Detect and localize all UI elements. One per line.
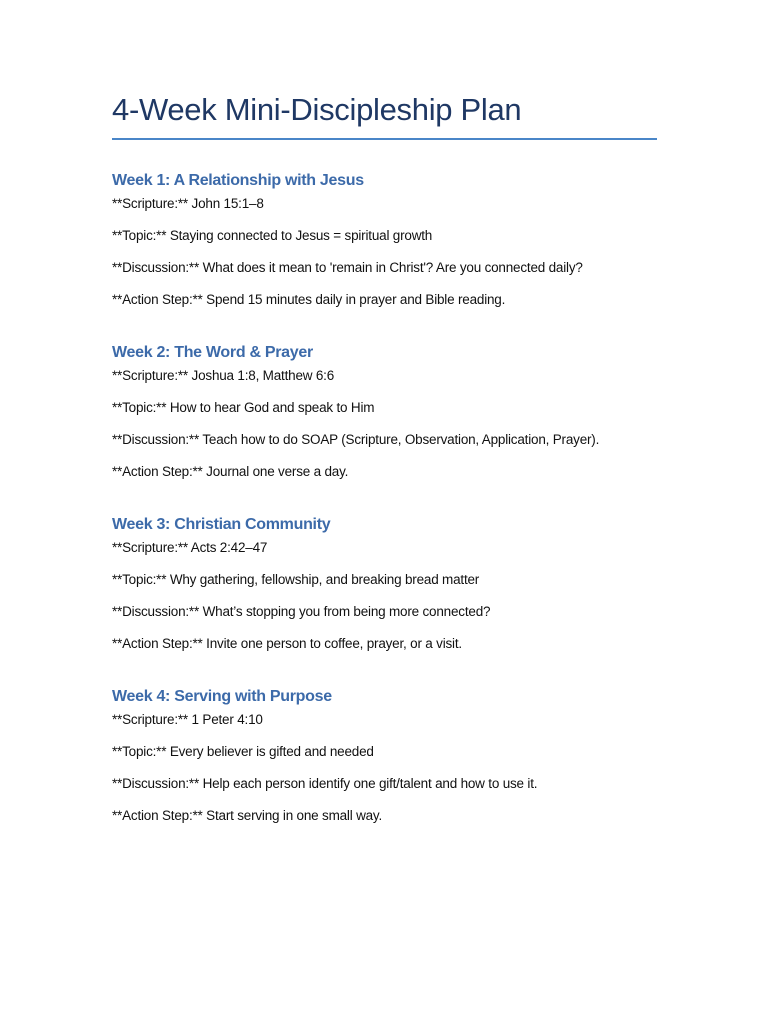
week-1-heading: Week 1: A Relationship with Jesus <box>112 172 364 189</box>
week-2-discussion: **Discussion:** Teach how to do SOAP (Scripture, Observation, Application, Prayer). <box>112 432 600 447</box>
week-4-section <box>112 687 672 825</box>
week-1-action-step: **Action Step:** Spend 15 minutes daily in prayer and Bible reading. <box>112 292 506 307</box>
week-3-section <box>112 515 672 653</box>
week-2-heading: Week 2: The Word & Prayer <box>112 344 313 361</box>
week-3-discussion: **Discussion:** What’s stopping you from being more connected? <box>112 604 491 619</box>
week-3-scripture: **Scripture:** Acts 2:42–47 <box>112 540 268 555</box>
week-1-topic: **Topic:** Staying connected to Jesus = spiritual growth <box>112 228 433 243</box>
week-4-scripture: **Scripture:** 1 Peter 4:10 <box>112 712 263 727</box>
week-3-action-step: **Action Step:** Invite one person to coffee, prayer, or a visit. <box>112 636 462 651</box>
week-4-action-step: **Action Step:** Start serving in one small way. <box>112 808 383 823</box>
week-3-topic: **Topic:** Why gathering, fellowship, and breaking bread matter <box>112 572 480 587</box>
week-1-scripture: **Scripture:** John 15:1–8 <box>112 196 264 211</box>
page-title: 4-Week Mini-Discipleship Plan <box>112 92 522 127</box>
week-2-topic: **Topic:** How to hear God and speak to Him <box>112 400 375 415</box>
week-2-scripture: **Scripture:** Joshua 1:8, Matthew 6:6 <box>112 368 335 383</box>
week-4-heading: Week 4: Serving with Purpose <box>112 688 332 705</box>
week-3-heading: Week 3: Christian Community <box>112 516 331 533</box>
week-4-discussion: **Discussion:** Help each person identify one gift/talent and how to use it. <box>112 776 538 791</box>
week-1-section <box>112 171 672 309</box>
week-4-topic: **Topic:** Every believer is gifted and needed <box>112 744 374 759</box>
title-underline-divider <box>112 138 657 140</box>
week-2-section <box>112 343 672 481</box>
week-2-action-step: **Action Step:** Journal one verse a day. <box>112 464 349 479</box>
week-1-discussion: **Discussion:** What does it mean to 'remain in Christ'? Are you connected daily? <box>112 260 583 275</box>
